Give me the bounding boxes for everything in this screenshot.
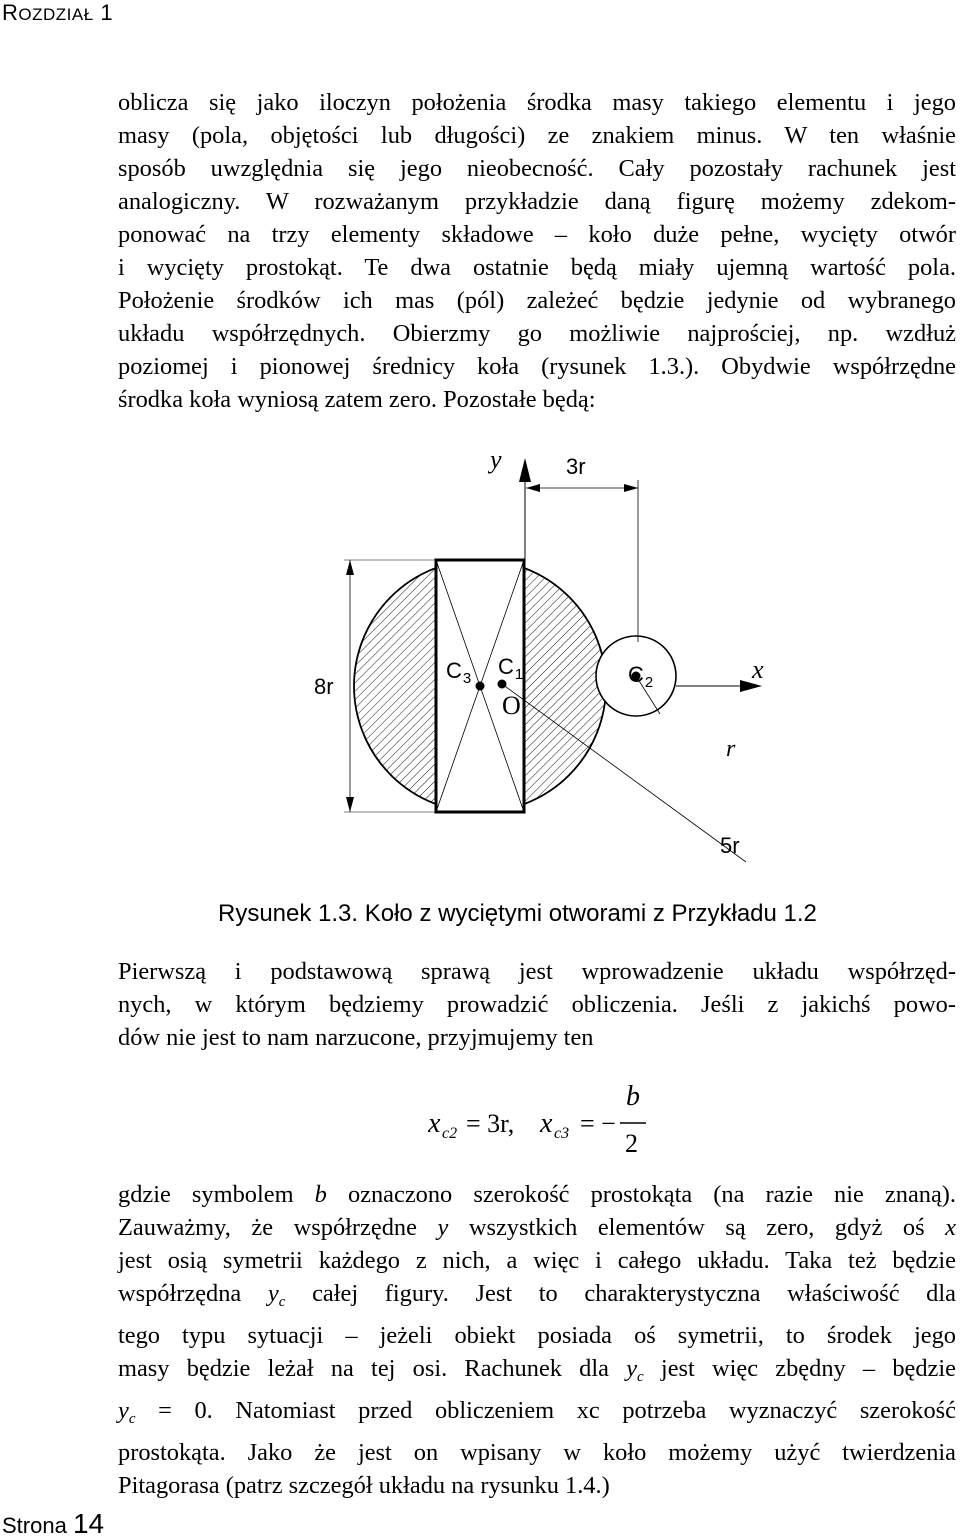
text-line: i wycięty prostokąt. Te dwa ostatnie będą miały ujemną wartość pola. (118, 254, 956, 281)
equation-x2: x (540, 1108, 553, 1139)
text-line: sposób uwzględnia się jego nieobecność. Cały pozostały rachunek jest (118, 155, 956, 182)
footer-label: Strona (2, 1513, 67, 1538)
dimension-arrow-icon (346, 797, 354, 812)
chapter-first-letter: R (2, 0, 19, 25)
text-line: współrzędna $y_c$ całej figury. Jest to charakterystyczna właściwość dla (118, 1280, 956, 1310)
chapter-number: 1 (100, 0, 114, 25)
point-c1 (498, 680, 507, 689)
dimension-arrow-icon (346, 560, 354, 575)
figure-caption: Rysunek 1.3. Koło z wyciętymi otworami z Przykładu 1.2 (218, 900, 817, 927)
equation-x2-sub: c3 (554, 1125, 570, 1142)
text-line: masy będzie leżał na tej osi. Rachunek dla $y_c$ jest więc zbędny – będzie (118, 1355, 956, 1385)
text-line: jest osią symetrii każdego z nich, a więc i całego układu. Taka też będzie (118, 1247, 956, 1274)
dimension-3r-label: 3r (566, 454, 586, 479)
chapter-header (2, 0, 113, 26)
equation-denominator: 2 (625, 1129, 638, 1158)
text-line: nych, w którym będziemy prowadzić obliczenia. Jeśli z jakichś powo- (118, 991, 956, 1018)
dimension-r-label: r (726, 736, 736, 762)
dimension-arrow-icon (624, 484, 638, 492)
page-footer (2, 1508, 104, 1540)
equation-rhs1: = 3r, (466, 1109, 515, 1138)
y-axis-arrow-icon (519, 458, 531, 482)
dimension-8r-label: 8r (314, 674, 334, 699)
paragraph-intro (118, 86, 956, 416)
figure-circle-with-holes (300, 432, 780, 877)
paragraph-symmetry (118, 1178, 956, 1502)
page-number: 14 (72, 1508, 105, 1539)
text-line: oblicza się jako iloczyn położenia środka masy takiego elementu i jego (118, 89, 956, 116)
label-c2: $C_2$ (628, 662, 654, 691)
text-line: Położenie środków ich mas (pól) zależeć będzie jedynie od wybranego (118, 287, 956, 314)
equation-rhs2: = − (580, 1109, 616, 1138)
y-axis-label: y (490, 445, 502, 474)
figure-drawing (300, 432, 780, 872)
x-axis-label: x (752, 655, 764, 684)
text-line: masy (pola, objętości lub długości) ze znakiem minus. W ten właśnie (118, 122, 956, 149)
label-c3: $C_3$ (446, 658, 472, 687)
equation-x1-sub: c2 (442, 1125, 458, 1142)
chapter-word: OZDZIAŁ (18, 5, 94, 24)
dimension-5r-label: 5r (720, 833, 740, 858)
text-line: układu współrzędnych. Obierzmy go możliwie najprościej, np. wzdłuż (118, 320, 956, 347)
paragraph-coordinate-system (118, 955, 956, 1054)
label-origin: O (502, 691, 521, 720)
text-line: ponować na trzy elementy składowe – koło duże pełne, wycięty otwór (118, 221, 956, 248)
equation-drawing (428, 1078, 668, 1158)
text-line: środka koła wyniosą zatem zero. Pozostałe będą: (118, 386, 596, 413)
text-line: $y_c = 0$. Natomiast przed obliczeniem xc potrzeba wyznaczyć szerokość (118, 1397, 956, 1427)
text-line: gdzie symbolem b oznaczono szerokość prostokąta (na razie nie znaną). (118, 1181, 957, 1208)
point-c3 (476, 682, 485, 691)
text-line: dów nie jest to nam narzucone, przyjmujemy ten (118, 1024, 594, 1051)
text-line: Pitagorasa (patrz szczegół układu na rysunku 1.4.) (118, 1472, 610, 1499)
text-line: poziomej i pionowej średnicy koła (rysunek 1.3.). Obydwie współrzędne (118, 353, 956, 380)
text-line: Pierwszą i podstawową sprawą jest wprowadzenie układu współrzęd- (118, 958, 956, 985)
equation-x1: x (428, 1108, 441, 1139)
equation (428, 1078, 668, 1158)
label-c1: $C_1$ (498, 654, 524, 683)
text-line: Zauważmy, że współrzędne y wszystkich elementów są zero, gdyż oś x (118, 1214, 956, 1241)
text-line: prostokąta. Jako że jest on wpisany w koło możemy użyć twierdzenia (118, 1439, 956, 1466)
text-line: analogiczny. W rozważanym przykładzie daną figurę możemy zdekom- (118, 188, 956, 215)
dimension-arrow-icon (526, 484, 540, 492)
text-line: tego typu sytuacji – jeżeli obiekt posiada oś symetrii, to środek jego (118, 1322, 956, 1349)
equation-numerator: b (626, 1081, 640, 1112)
